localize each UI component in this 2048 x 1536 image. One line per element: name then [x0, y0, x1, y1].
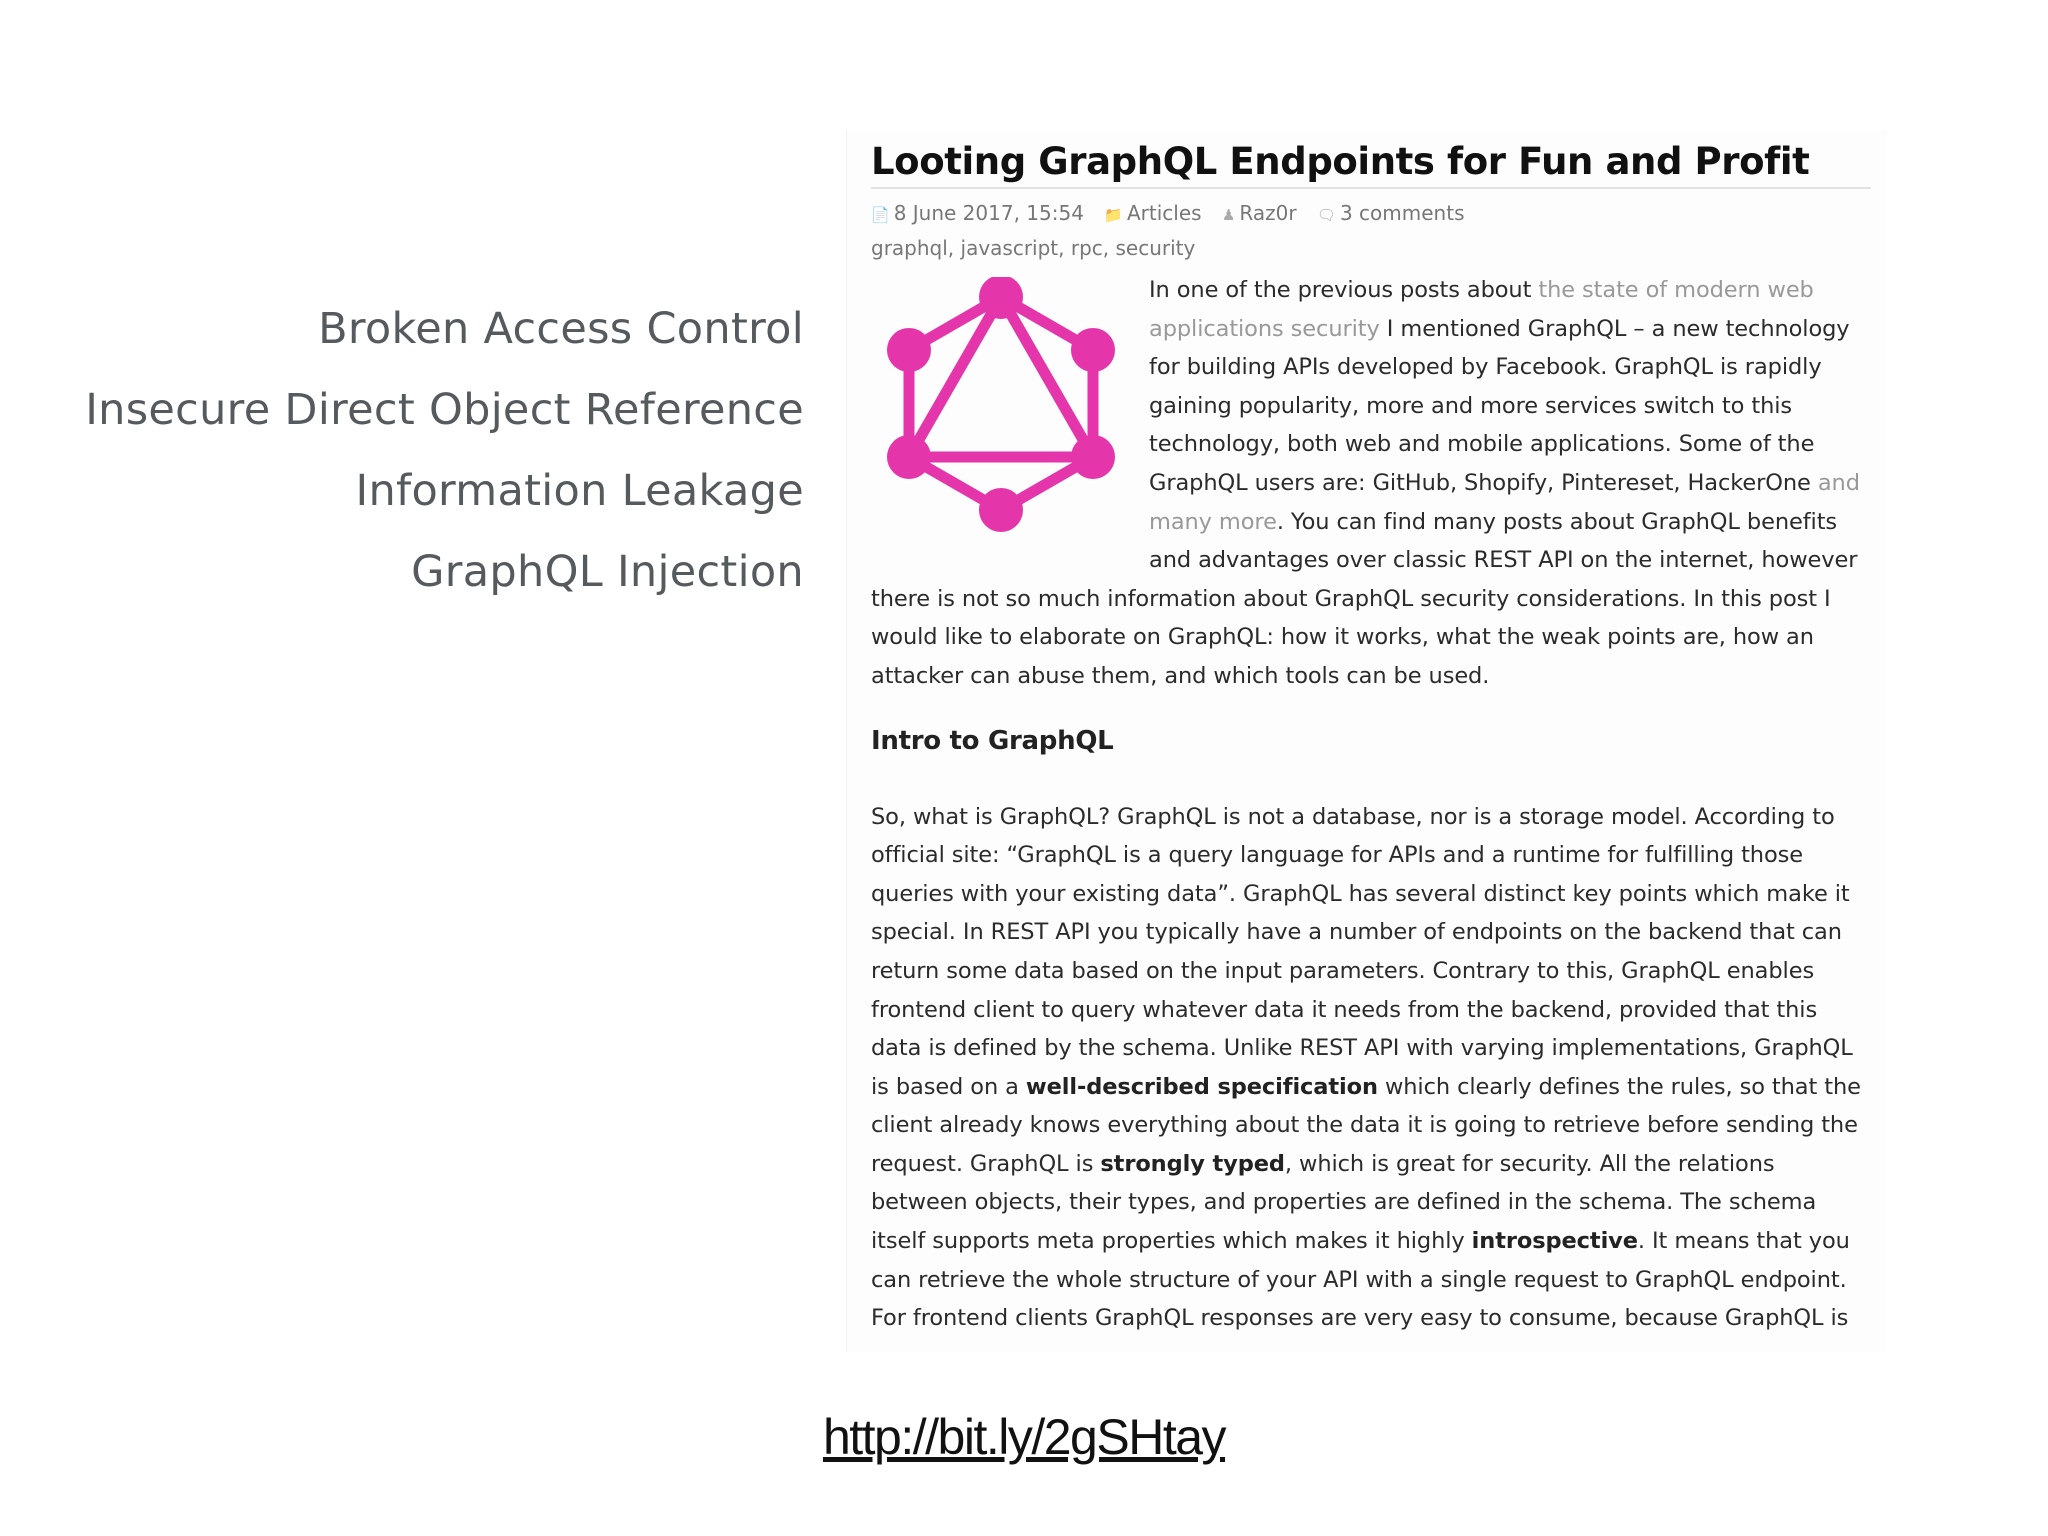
article-screenshot: [846, 130, 1887, 1352]
intro-paragraph: In one of the previous posts about the state of modern web applications security I mentioned GraphQL – a new technology for building APIs developed by Facebook. GraphQL is rapidly gaining popularity, more and more services switch to this technology, both web and mobile applications. Some of the GraphQL users are: GitHub, Shopify, Pintereset, HackerOne and many more. You can find many posts about GraphQL benefits and advantages over classic REST API on the internet, however there is not so much information about GraphQL security considerations. In this post I would like to elaborate on GraphQL: how it works, what the weak points are, how an attacker can abuse them, and which tools can be used.: [871, 277, 1860, 689]
graphql-logo-icon: [871, 277, 1131, 537]
comment-icon: 🗨: [1316, 206, 1336, 224]
meta-author[interactable]: ♟ Raz0r: [1221, 201, 1297, 225]
topic-list: [85, 296, 804, 620]
meta-comments[interactable]: 🗨 3 comments: [1316, 201, 1465, 225]
many-more-link[interactable]: and many more: [1149, 469, 1860, 535]
meta-date: 📄 8 June 2017, 15:54: [871, 201, 1084, 225]
article-content: [871, 140, 1871, 1338]
article-title: Looting GraphQL Endpoints for Fun and Profit: [871, 140, 1871, 189]
document-icon: 📄: [871, 206, 890, 224]
topic-item: Broken Access Control: [318, 304, 804, 354]
section-heading: Intro to GraphQL: [871, 725, 1114, 756]
folder-icon: 📁: [1104, 206, 1123, 224]
section-paragraph: So, what is GraphQL? GraphQL is not a database, nor is a storage model. According to official site: “GraphQL is a query language for APIs and a runtime for fulfilling those queries with your existing data”. GraphQL has several distinct key points which make it special. In REST API you typically have a number of endpoints on the backend that can return some data based on the input parameters. Contrary to this, GraphQL enables frontend client to query whatever data it needs from the backend, provided that this data is defined by the schema. Unlike REST API with varying implementations, GraphQL is based on a well-described specification which clearly defines the rules, so that the client already knows everything about the data it is going to retrieve before sending the request. GraphQL is strongly typed, which is great for security. All the relations between objects, their types, and properties are defined in the schema. The schema itself supports meta properties which makes it highly introspective. It means that you can retrieve the whole structure of your API with a single request to GraphQL endpoint. For frontend clients GraphQL responses are very easy to consume, because GraphQL is: [871, 803, 1861, 1332]
topic-item: Insecure Direct Object Reference: [85, 385, 804, 435]
state-of-security-link[interactable]: the state of modern web applications security: [1149, 277, 1814, 342]
footer-link[interactable]: http://bit.ly/2gSHtay: [822, 1409, 1226, 1465]
article-tags[interactable]: graphql, javascript, rpc, security: [871, 236, 1196, 260]
user-icon: ♟: [1221, 206, 1236, 224]
article-meta: [871, 197, 1871, 229]
topic-item: GraphQL Injection: [411, 547, 804, 597]
topic-item: Information Leakage: [355, 466, 804, 516]
meta-category[interactable]: 📁 Articles: [1104, 201, 1202, 225]
